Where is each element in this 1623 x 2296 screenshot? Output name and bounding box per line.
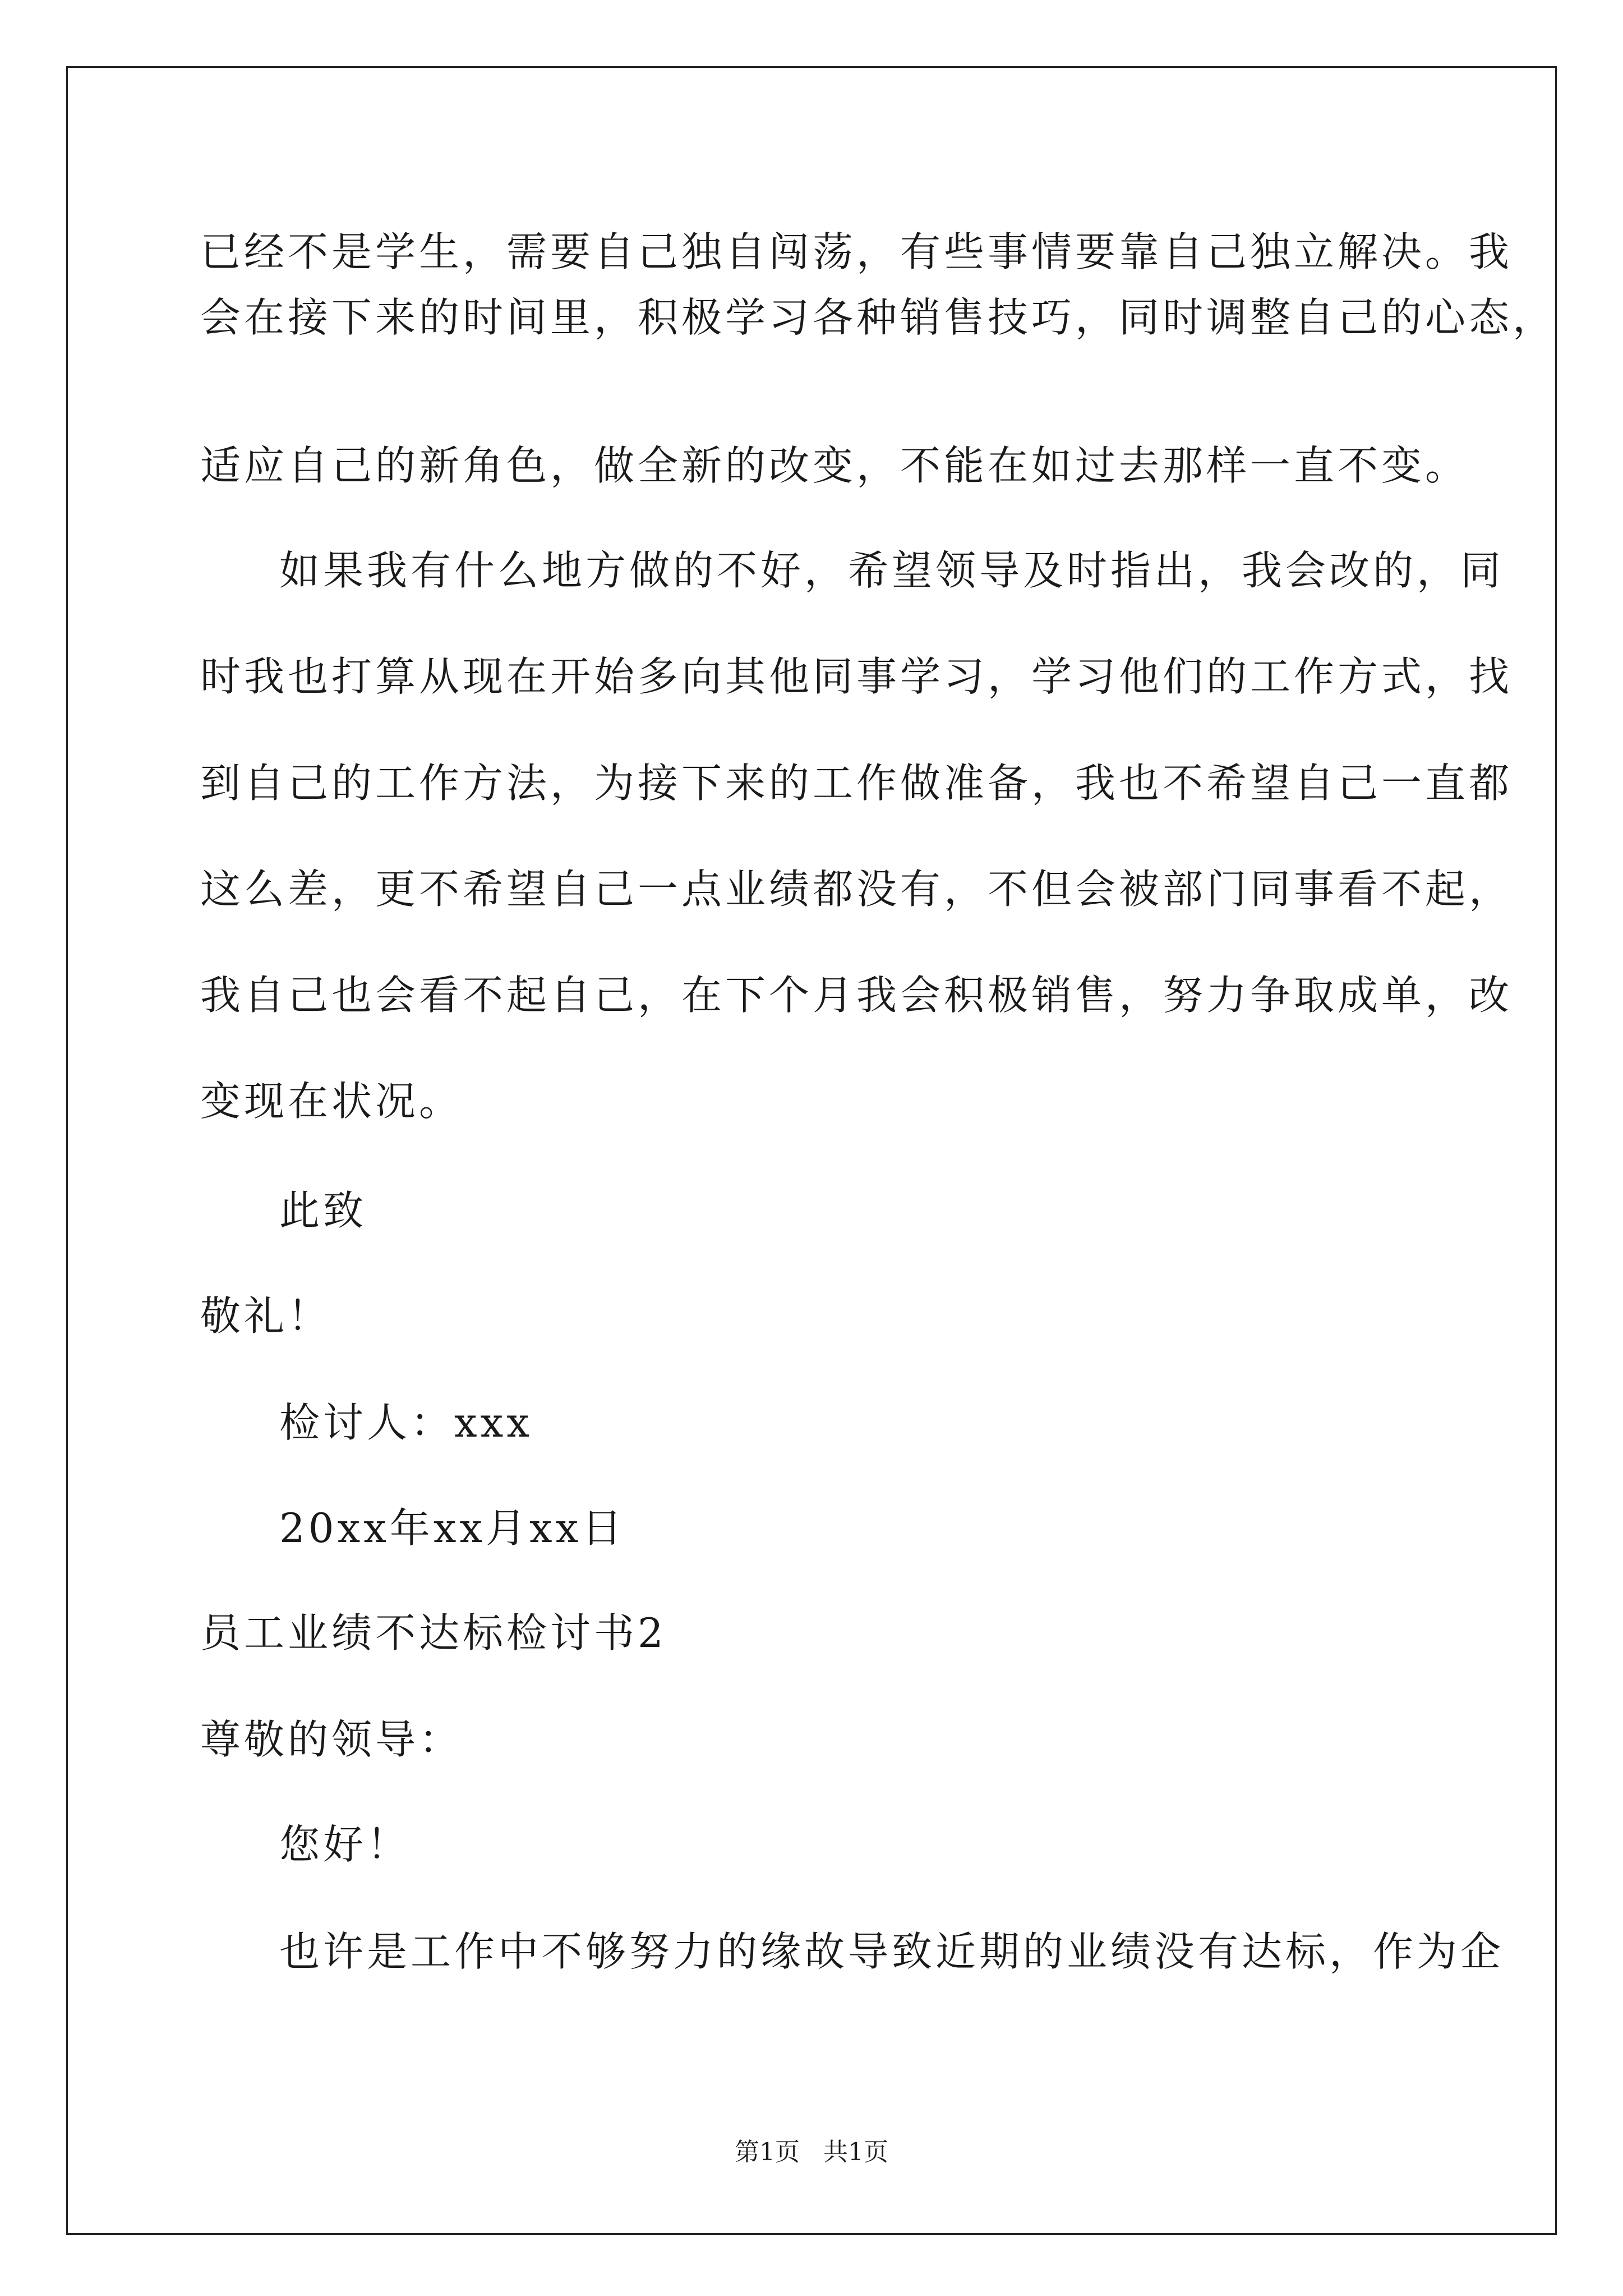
paragraph-2-line-6: 变现在状况。 (200, 1078, 463, 1125)
date-line: 20xx年xx月xx日 (279, 1504, 626, 1552)
body-line-1: 已经不是学生，需要自己独自闯荡，有些事情要靠自己独立解决。我 (200, 228, 1513, 275)
greeting-hello: 您好！ (279, 1821, 411, 1868)
page-footer: 第1页 共1页 (735, 2138, 888, 2166)
paragraph-2-line-3: 到自己的工作方法，为接下来的工作做准备，我也不希望自己一直都 (200, 760, 1513, 807)
body-line-2: 会在接下来的时间里，积极学习各种销售技巧，同时调整自己的心态， (200, 294, 1557, 341)
body-line-final: 也许是工作中不够努力的缘故导致近期的业绩没有达标，作为企 (279, 1928, 1505, 1975)
section-title: 员工业绩不达标检讨书2 (200, 1609, 667, 1657)
body-line-3: 适应自己的新角色，做全新的改变，不能在如过去那样一直不变。 (200, 442, 1469, 489)
paragraph-2-line-4: 这么差，更不希望自己一点业绩都没有，不但会被部门同事看不起， (200, 866, 1513, 913)
paragraph-2-line-5: 我自己也会看不起自己，在下个月我会积极销售，努力争取成单，改 (200, 972, 1513, 1019)
paragraph-2-line-1: 如果我有什么地方做的不好，希望领导及时指出，我会改的，同 (279, 547, 1505, 594)
closing-regards: 敬礼！ (200, 1292, 332, 1340)
page-border (66, 66, 1557, 2235)
closing-salutation: 此致 (279, 1187, 367, 1234)
signer-line: 检讨人：xxx (279, 1399, 533, 1446)
paragraph-2-line-2: 时我也打算从现在开始多向其他同事学习，学习他们的工作方式，找 (200, 653, 1513, 700)
greeting-addressee: 尊敬的领导： (200, 1716, 463, 1763)
